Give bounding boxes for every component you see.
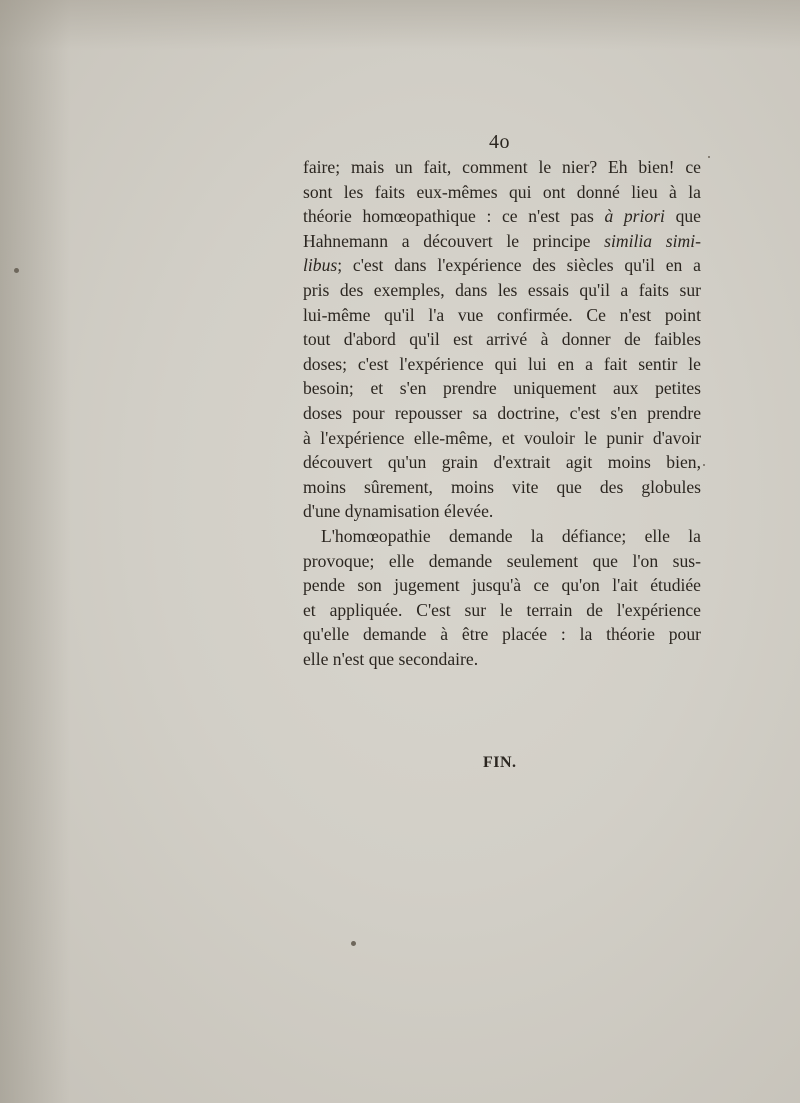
text-line <box>303 229 701 254</box>
body-text <box>303 155 701 671</box>
paper-speck <box>708 156 710 158</box>
text-line <box>303 204 701 229</box>
text-segment: théorie homœopathique : ce n'est pas <box>303 206 605 227</box>
text-segment: ; c'est dans l'expérience des siècles qu'il en a <box>337 255 701 276</box>
text-line: qu'elle demande à être placée : la théorie pour <box>303 624 701 645</box>
text-line: besoin; et s'en prendre uniquement aux petites <box>303 378 701 399</box>
text-line: lui-même qu'il l'a vue confirmée. Ce n'est point <box>303 304 701 325</box>
text-line: tout d'abord qu'il est arrivé à donner de faibles <box>303 329 701 350</box>
text-line: provoque; elle demande seulement que l'on sus- <box>303 550 701 571</box>
text-line: faire; mais un fait, comment le nier? Eh bien! ce <box>303 157 701 177</box>
text-line: L'homœopathie demande la défiance; elle la <box>321 525 701 546</box>
end-mark: FIN. <box>483 754 517 771</box>
text-line: elle n'est que secondaire. <box>303 648 479 669</box>
italic-segment: similia simi- <box>604 230 701 251</box>
text-line: à l'expérience elle-même, et vouloir le punir d'avoir <box>303 427 701 448</box>
text-line: moins sûrement, moins vite que des globules <box>303 476 701 497</box>
text-line: sont les faits eux-mêmes qui ont donné lieu à la <box>303 181 701 202</box>
text-line: doses; c'est l'expérience qui lui en a fait sentir le <box>303 353 701 374</box>
text-segment: que <box>664 206 701 227</box>
page-number: 4o <box>489 131 510 153</box>
text-line: doses pour repousser sa doctrine, c'est s'en prendre <box>303 402 701 423</box>
text-line <box>303 253 701 278</box>
text-line: pende son jugement jusqu'à ce qu'on l'ait étudiée <box>303 575 701 596</box>
italic-segment: libus <box>303 255 338 276</box>
paper-speck <box>703 464 705 466</box>
text-line: pris des exemples, dans les essais qu'il a faits sur <box>303 279 701 300</box>
italic-segment: à priori <box>604 206 665 227</box>
paper-speck <box>14 268 19 273</box>
text-line: d'une dynamisation élevée. <box>303 501 494 522</box>
text-line: découvert qu'un grain d'extrait agit moins bien, <box>303 452 701 473</box>
text-segment: Hahnemann a découvert le principe <box>303 230 605 251</box>
paper-speck <box>351 941 356 946</box>
text-line: et appliquée. C'est sur le terrain de l'expérience <box>303 599 701 620</box>
